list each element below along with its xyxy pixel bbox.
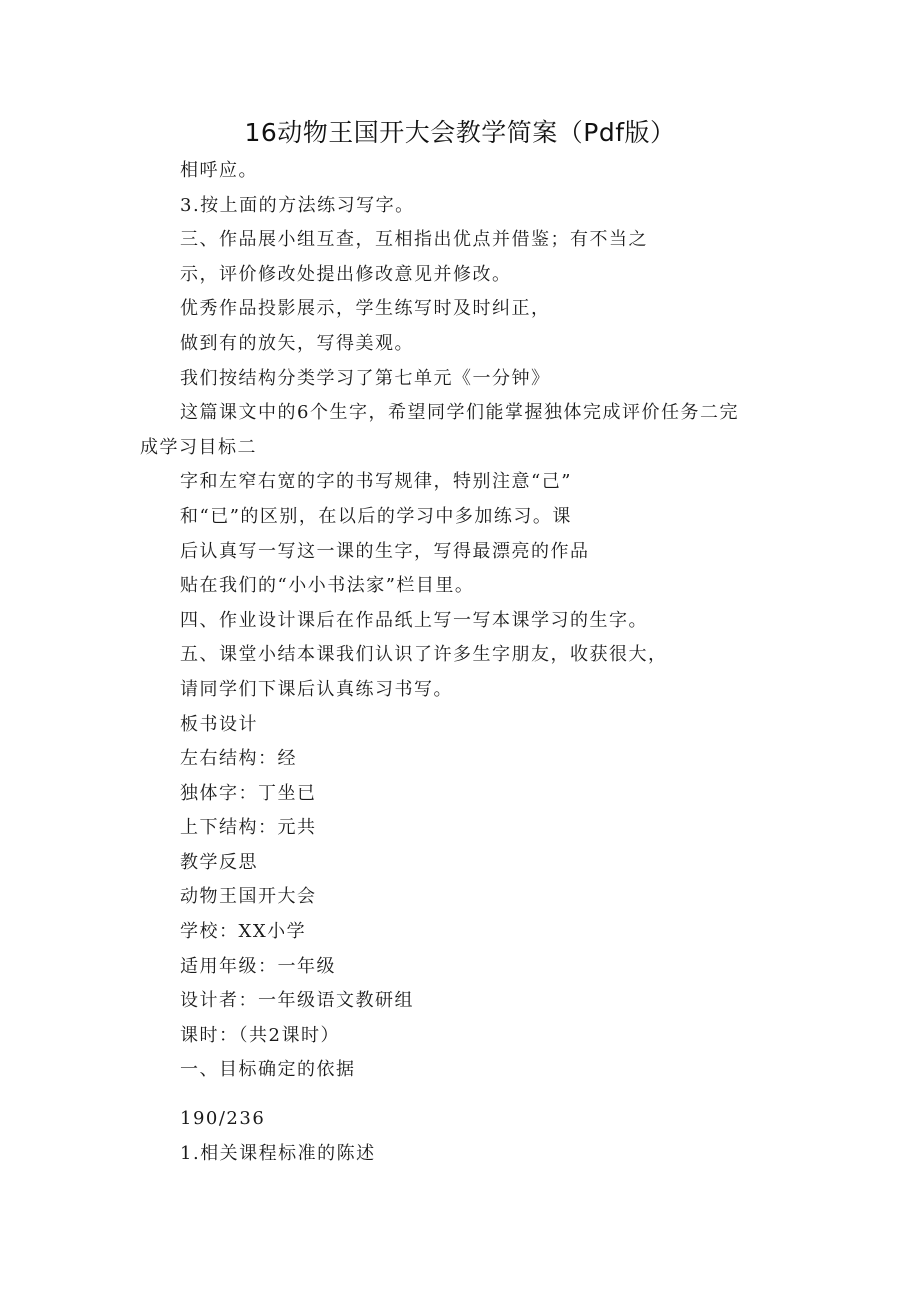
section-heading: 一、目标确定的依据 bbox=[180, 1059, 356, 1081]
text-line: 优秀作品投影展示，学生练写时及时纠正， bbox=[180, 298, 551, 320]
text-line: 后认真写一写这一课的生字，写得最漂亮的作品 bbox=[180, 540, 590, 562]
document-title: 16动物王国开大会教学简案（Pdf版） bbox=[244, 118, 676, 147]
text-line: 四、作业设计课后在作品纸上写一写本课学习的生字。 bbox=[180, 609, 648, 631]
text-line: 示，评价修改处提出修改意见并修改。 bbox=[180, 263, 512, 285]
text-line: 课时：（共2课时） bbox=[180, 1024, 340, 1046]
text-line: 相呼应。 bbox=[180, 160, 258, 181]
text-line: 和“已”的区别，在以后的学习中多加练习。课 bbox=[180, 505, 572, 527]
section-heading: 教学反思 bbox=[180, 851, 258, 873]
text-line: 适用年级：一年级 bbox=[180, 955, 336, 977]
page-number: 190/236 bbox=[180, 1108, 266, 1130]
text-line: 学校：XX小学 bbox=[180, 921, 307, 943]
text-line: 请同学们下课后认真练习书写。 bbox=[180, 678, 453, 700]
text-line: 我们按结构分类学习了第七单元《一分钟》 bbox=[180, 367, 551, 389]
text-line: 做到有的放矢，写得美观。 bbox=[180, 332, 414, 354]
text-line: 五、课堂小结本课我们认识了许多生字朋友，收获很大， bbox=[180, 644, 668, 666]
text-line: 1.相关课程标准的陈述 bbox=[180, 1142, 376, 1164]
text-line: 独体字：丁坐已 bbox=[180, 782, 317, 804]
section-heading: 动物王国开大会 bbox=[180, 886, 317, 908]
document-body bbox=[140, 154, 780, 1171]
text-line: 左右结构：经 bbox=[180, 748, 297, 770]
text-line: 字和左窄右宽的字的书写规律，特别注意“己” bbox=[180, 471, 572, 493]
text-line: 这篇课文中的6个生字，希望同学们能掌握独体完成评价任务二完 bbox=[180, 402, 739, 424]
text-line: 上下结构：元共 bbox=[180, 817, 317, 839]
text-line: 贴在我们的“小小书法家”栏目里。 bbox=[180, 575, 475, 597]
text-line: 3.按上面的方法练习写字。 bbox=[180, 194, 415, 216]
section-heading: 板书设计 bbox=[180, 713, 258, 735]
text-line: 三、作品展小组互查，互相指出优点并借鉴；有不当之 bbox=[180, 229, 648, 251]
text-line: 成学习目标二 bbox=[140, 436, 257, 458]
text-line: 设计者：一年级语文教研组 bbox=[180, 990, 414, 1012]
